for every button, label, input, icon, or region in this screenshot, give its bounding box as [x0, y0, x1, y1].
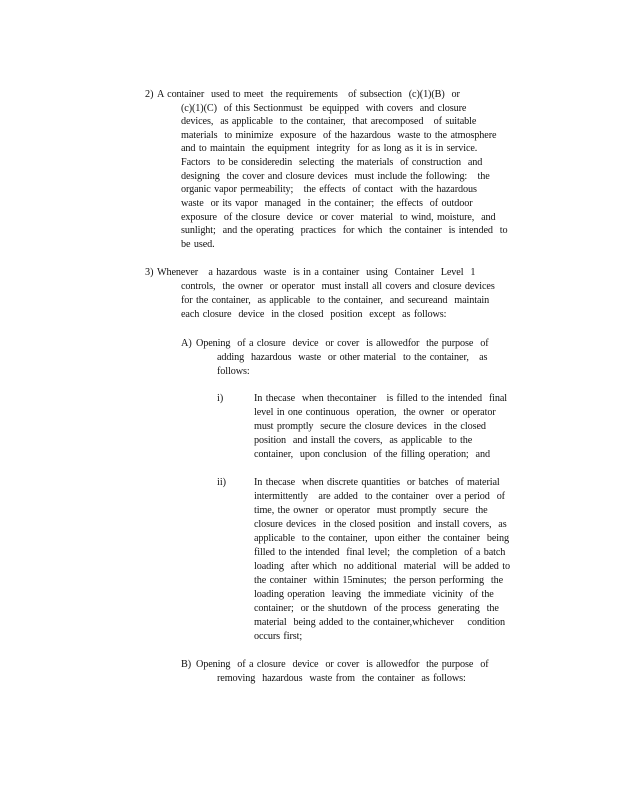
item-ii-line: occurs first; [254, 631, 303, 642]
section-2-line: sunlight; and the operating practices for which the container is intended to [181, 225, 508, 236]
section-2-line: (c)(1)(C) of this Sectionmust be equipped with covers and closure [181, 102, 467, 114]
section-3-line: controls, the owner or operator must install all covers and closure devices [181, 281, 495, 292]
subsection-b-line: removing hazardous waste from the container as follows: [217, 673, 466, 684]
item-ii-line: filled to the intended final level; the completion of a batch [254, 547, 506, 558]
item-i-line: In thecase when thecontainer is filled to the intended final [254, 393, 507, 404]
item-ii-line: material being added to the container,whichever condition [254, 617, 506, 628]
item-ii-line: In thecase when discrete quantities or batches of material [254, 477, 500, 488]
subsection-b-label: B) [181, 659, 192, 670]
section-2-line: A container used to meet the requirements of subsection (c)(1)(B) or [157, 89, 460, 100]
section-2-line: designing the cover and closure devices must include the following: the [181, 170, 490, 182]
item-ii-line: closure devices in the closed position and install covers, as [254, 519, 507, 530]
section-2-line: Factors to be consideredin selecting the materials of construction and [181, 157, 483, 168]
subsection-a-label: A) [181, 338, 192, 349]
section-2-line: waste or its vapor managed in the container; the effects of outdoor [181, 198, 473, 209]
item-i-line: must promptly secure the closure devices in the closed [254, 421, 486, 432]
subsection-a-line: follows: [217, 366, 250, 377]
item-ii-line: loading after which no additional material will be added to [254, 561, 510, 572]
item-ii-line: container; or the shutdown of the process generating the [254, 603, 499, 614]
section-3-line: Whenever a hazardous waste is in a container using Container Level 1 [157, 267, 476, 278]
subsection-a-line: adding hazardous waste or other material to the container, as [217, 352, 488, 363]
section-2-line: materials to minimize exposure of the hazardous waste to the atmosphere [181, 129, 497, 141]
section-3-label: 3) [145, 267, 154, 278]
section-2-line: be used. [181, 239, 215, 250]
section-2-line: devices, as applicable to the container, that arecomposed of suitable [181, 116, 477, 127]
item-ii-line: applicable to the container, upon either the container being [254, 533, 509, 544]
item-i-label: i) [217, 393, 224, 404]
item-i-line: level in one continuous operation, the owner or operator [254, 407, 496, 418]
subsection-a-line: Opening of a closure device or cover is allowedfor the purpose of [196, 338, 489, 349]
section-3-line: each closure device in the closed position except as follows: [181, 309, 447, 320]
subsection-b-line: Opening of a closure device or cover is allowedfor the purpose of [196, 659, 489, 670]
section-2-label: 2) [145, 89, 154, 100]
item-ii-line: intermittently are added to the container over a period of [254, 491, 505, 502]
item-ii-line: loading operation leaving the immediate vicinity of the [254, 589, 494, 600]
item-i-line: container, upon conclusion of the filling operation; and [254, 449, 490, 460]
section-2-line: exposure of the closure device or cover material to wind, moisture, and [181, 211, 496, 223]
item-i-line: position and install the covers, as applicable to the [254, 435, 473, 446]
section-2-line: and to maintain the equipment integrity for as long as it is in service. [181, 143, 478, 154]
section-3-line: for the container, as applicable to the container, and secureand maintain [181, 295, 490, 306]
item-ii-line: time, the owner or operator must promptly secure the [254, 505, 488, 516]
item-ii-label: ii) [217, 477, 227, 488]
section-2-line: organic vapor permeability; the effects of contact with the hazardous [181, 184, 477, 195]
item-ii-line: the container within 15minutes; the person performing the [254, 575, 504, 586]
